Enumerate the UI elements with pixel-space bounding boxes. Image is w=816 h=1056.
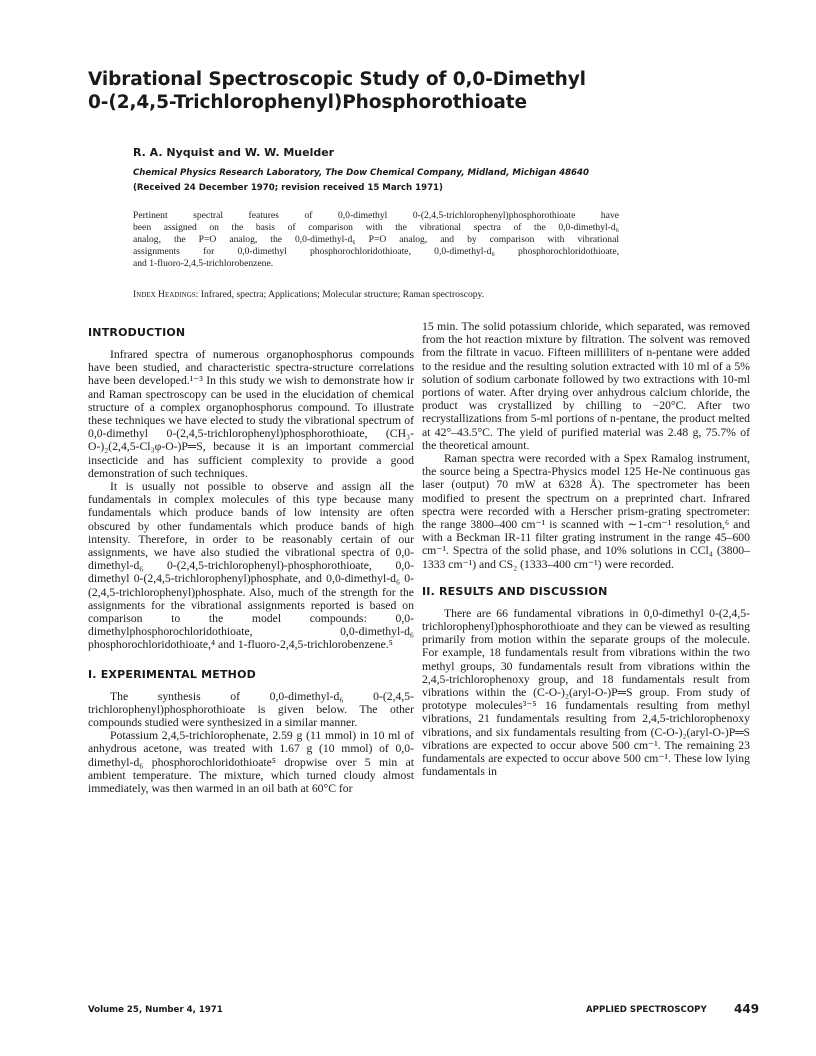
index-headings-label: Index Headings: [133, 289, 199, 300]
section-heading-results: II. RESULTS AND DISCUSSION [422, 584, 608, 598]
index-headings-terms: Infrared, spectra; Applications; Molecular structure; Raman spectroscopy. [198, 289, 485, 300]
section-heading-introduction: INTRODUCTION [88, 326, 186, 339]
body-paragraph: The synthesis of 0,0-dimethyl-d₆ 0-(2,4,5-trichlorophenyl)phosphorothioate is given below. The other compounds studied were synthesized in a similar manner. [88, 689, 414, 730]
body-paragraph: There are 66 fundamental vibrations in 0,0-dimethyl 0-(2,4,5-trichlorophenyl)phosphorothioate and they can be viewed as resulting primarily from motion within the separate groups of the molecule. For example, 18 fundamentals result from vibrations within the two methyl groups, 30 fundamentals result from vibrations within the 2,4,5-trichlorophenoxy group, and 18 fundamentals result from vibrations within the (C-O-)₂(aryl-O-)P═S group. From study of prototype molecules³⁻⁵ 16 fundamentals resulting from methyl vibrations, 21 fundamentals resulting from 2,4,5-trichlorophenoxy vibrations, and six fundamentals resulting from (C-O-)₂(aryl-O-)P═S vibrations are expected to occur above 500 cm⁻¹. The remaining 23 fundamentals are expected to occur above 500 cm⁻¹. These low lying fundamentals in [422, 606, 750, 779]
abstract-line: analog, the P=O analog, the 0,0-dimethyl-d₆ P=O analog, and by comparison with vibrational [133, 234, 619, 245]
body-paragraph: It is usually not possible to observe and assign all the fundamentals in complex molecules of this type because many fundamentals which produce bands of low intensity are often obscured by other fundamentals which produce bands of high intensity. Therefore, in order to be reasonably certain of our assignments, we have also studied the vibrational spectra of 0,0-dimethyl-d₆ 0-(2,4,5-trichlorophenyl)-phosphorothioate, 0,0-dimethyl 0-(2,4,5-trichlorophenyl)phosphate, and 0,0-dimethyl-d₆ 0-(2,4,5-trichlorophenyl)phosphate. Also, much of the strength for the assignments for the vibrational assignments reported is based on comparison to the model compounds: 0,0-dimethylphosphorochloridothioate, 0,0-dimethyl-d₆ phosphorochloridothioate,⁴ and 1-fluoro-2,4,5-trichlorobenzene.⁵ [88, 480, 414, 652]
abstract-line: assignments for 0,0-dimethyl phosphorochloridothioate, 0,0-dimethyl-d₆ phosphorochloridothioate, [133, 246, 619, 257]
article-title-line-1: Vibrational Spectroscopic Study of 0,0-Dimethyl [88, 69, 586, 90]
article-title-line-2: 0-(2,4,5-Trichlorophenyl)Phosphorothioate [88, 92, 527, 113]
body-paragraph: Raman spectra were recorded with a Spex Ramalog instrument, the source being a Spectra-Physics model 125 He-Ne continuous gas laser (output) 70 mW at 6328 Å). The spectrometer has been modified to present the spectrum on a preprinted chart. Infrared spectra were recorded with a Herscher prism-grating spectrometer: the range 3800–400 cm⁻¹ is scanned with ∼1-cm⁻¹ resolution,⁶ and with a Beckman IR-11 filter grating instrument in the range 45–600 cm⁻¹. Spectra of the solid phase, and 10% solutions in CCl₄ (3800–1333 cm⁻¹) and CS₂ (1333–400 cm⁻¹) were recorded. [422, 452, 750, 571]
index-headings [133, 289, 484, 300]
author-affiliation: Chemical Physics Research Laboratory, The Dow Chemical Company, Midland, Michigan 48640 [133, 168, 589, 178]
left-column [88, 320, 414, 795]
received-dates: (Received 24 December 1970; revision received 15 March 1971) [133, 183, 443, 193]
body-paragraph: Infrared spectra of numerous organophosphorus compounds have been studied, and characteristic spectra-structure correlations have been developed.¹⁻³ In this study we wish to demonstrate how ir and Raman spectroscopy can be used in the elucidation of chemical structure of a complex organophosphorus compound. To illustrate these techniques we have elected to study the vibrational spectrum of 0,0-dimethyl 0-(2,4,5-trichlorophenyl)phosphorothioate, (CH₃-O-)₂(2,4,5-Cl₃φ-O-)P═S, because it is an important commercial insecticide and has sufficient complexity to provide a good demonstration of such techniques. [88, 348, 414, 480]
body-paragraph: Potassium 2,4,5-trichlorophenate, 2.59 g (11 mmol) in 10 ml of anhydrous acetone, was treated with 1.67 g (10 mmol) of 0,0-dimethyl-d₆ phosphorochloridothioate⁵ dropwise over 5 min at ambient temperature. The mixture, which turned cloudy almost immediately, was then warmed in an oil bath at 60°C for [88, 729, 414, 796]
page-number: 449 [734, 1002, 760, 1016]
author-names: R. A. Nyquist and W. W. Muelder [133, 146, 335, 159]
footer-volume: Volume 25, Number 4, 1971 [88, 1005, 223, 1015]
footer-journal-name: APPLIED SPECTROSCOPY [586, 1005, 707, 1015]
abstract-line: and 1-fluoro-2,4,5-trichlorobenzene. [133, 258, 274, 269]
article-title [88, 68, 748, 114]
section-heading-experimental: I. EXPERIMENTAL METHOD [88, 667, 256, 681]
body-paragraph: 15 min. The solid potassium chloride, which separated, was removed from the hot reaction mixture by filtration. The solvent was removed from the filtrate in vacuo. Fifteen milliliters of n-pentane were added to the residue and the resulting solution extracted with 10 ml of a 5% solution of sodium carbonate followed by two extractions with 10-ml portions of water. After drying over anhydrous calcium chloride, the product was crystallized by chilling to −20°C. After two recrystallizations from 5-ml portions of n-pentane, the product melted at 42°–43.5°C. The yield of purified material was 2.48 g, 75.7% of the theoretical amount. [422, 320, 750, 452]
abstract [133, 210, 619, 270]
right-column [422, 320, 750, 779]
abstract-line: been assigned on the basis of comparison with the vibrational spectra of the 0,0-dimethyl-d₆ [133, 222, 619, 233]
abstract-line: Pertinent spectral features of 0,0-dimethyl 0-(2,4,5-trichlorophenyl)phosphorothioate have [133, 210, 619, 221]
